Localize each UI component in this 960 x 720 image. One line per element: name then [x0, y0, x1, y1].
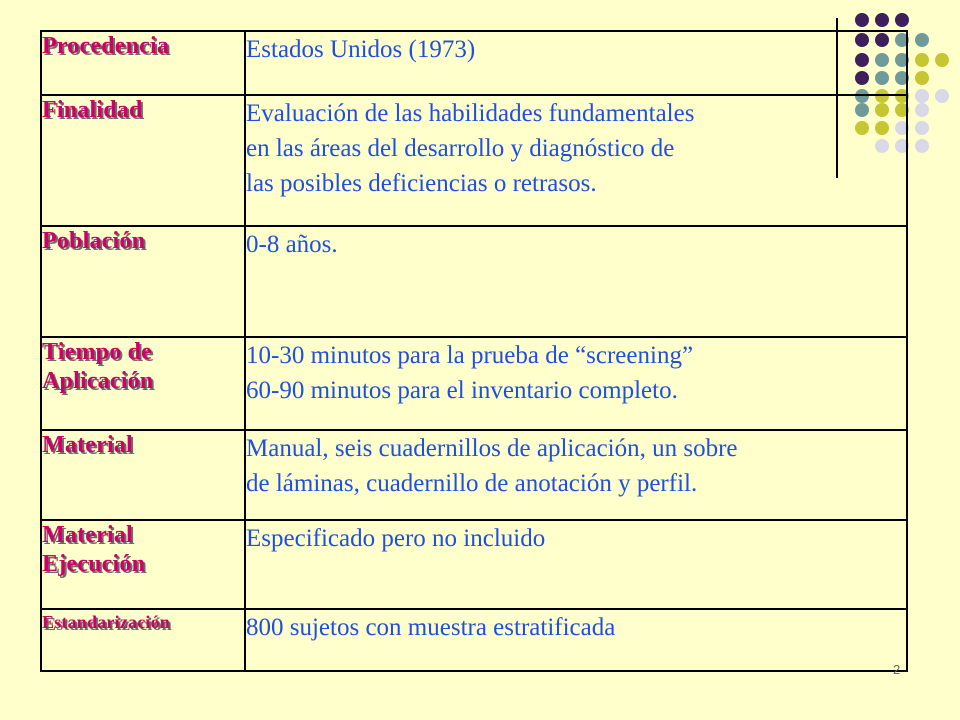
- decorative-dot: [935, 53, 949, 67]
- row-value-finalidad: [246, 96, 906, 201]
- decorative-dot: [915, 103, 929, 117]
- value-line: Estados Unidos (1973): [246, 36, 476, 63]
- value-line: Evaluación de las habilidades fundamentales: [246, 100, 695, 127]
- row-value-tiempo-aplicacion: [246, 338, 906, 408]
- decorative-dot: [915, 71, 929, 85]
- value-line: 800 sujetos con muestra estratificada: [246, 614, 616, 641]
- value-line: 60-90 minutos para el inventario completo.: [246, 377, 678, 404]
- row-value-estandarizacion: [246, 610, 906, 645]
- value-line: Especificado pero no incluido: [246, 525, 546, 552]
- decorative-dot: [855, 13, 869, 27]
- table-row: [41, 520, 907, 609]
- table-row: [41, 430, 907, 520]
- value-line: de láminas, cuadernillo de anotación y perfil.: [246, 470, 698, 497]
- value-line: 0-8 años.: [246, 231, 338, 258]
- value-line: las posibles deficiencias o retrasos.: [246, 170, 597, 197]
- row-label-material-ejecucion: Material Ejecución: [42, 522, 146, 577]
- table-row: [41, 31, 907, 95]
- row-value-material-ejecucion: [246, 521, 906, 556]
- row-value-procedencia: [246, 32, 906, 67]
- decorative-dot: [915, 139, 929, 153]
- decorative-dot: [915, 53, 929, 67]
- table-row: [41, 95, 907, 226]
- table-row: [41, 226, 907, 337]
- value-line: Manual, seis cuadernillos de aplicación, un sobre: [246, 435, 738, 462]
- row-label-poblacion: Población: [42, 228, 146, 254]
- info-table: [40, 30, 908, 672]
- table-row: [41, 337, 907, 430]
- decorative-dot: [915, 33, 929, 47]
- decorative-dot: [895, 13, 909, 27]
- decorative-dot: [935, 89, 949, 103]
- decorative-dot: [915, 121, 929, 135]
- value-line: 10-30 minutos para la prueba de “screening”: [246, 342, 694, 369]
- decorative-dot: [875, 13, 889, 27]
- row-label-tiempo-aplicacion: Tiempo de Aplicación: [42, 339, 154, 394]
- row-value-material: [246, 431, 906, 501]
- row-label-procedencia: Procedencia: [42, 33, 170, 59]
- value-line: en las áreas del desarrollo y diagnóstico de: [246, 135, 675, 162]
- table-row: [41, 609, 907, 671]
- row-label-finalidad: Finalidad: [42, 97, 143, 123]
- decorative-dot: [915, 89, 929, 103]
- page-number: 2: [893, 662, 901, 677]
- row-label-material: Material: [42, 432, 133, 458]
- row-label-estandarizacion: Estandarización: [42, 612, 171, 632]
- row-value-poblacion: [246, 227, 906, 262]
